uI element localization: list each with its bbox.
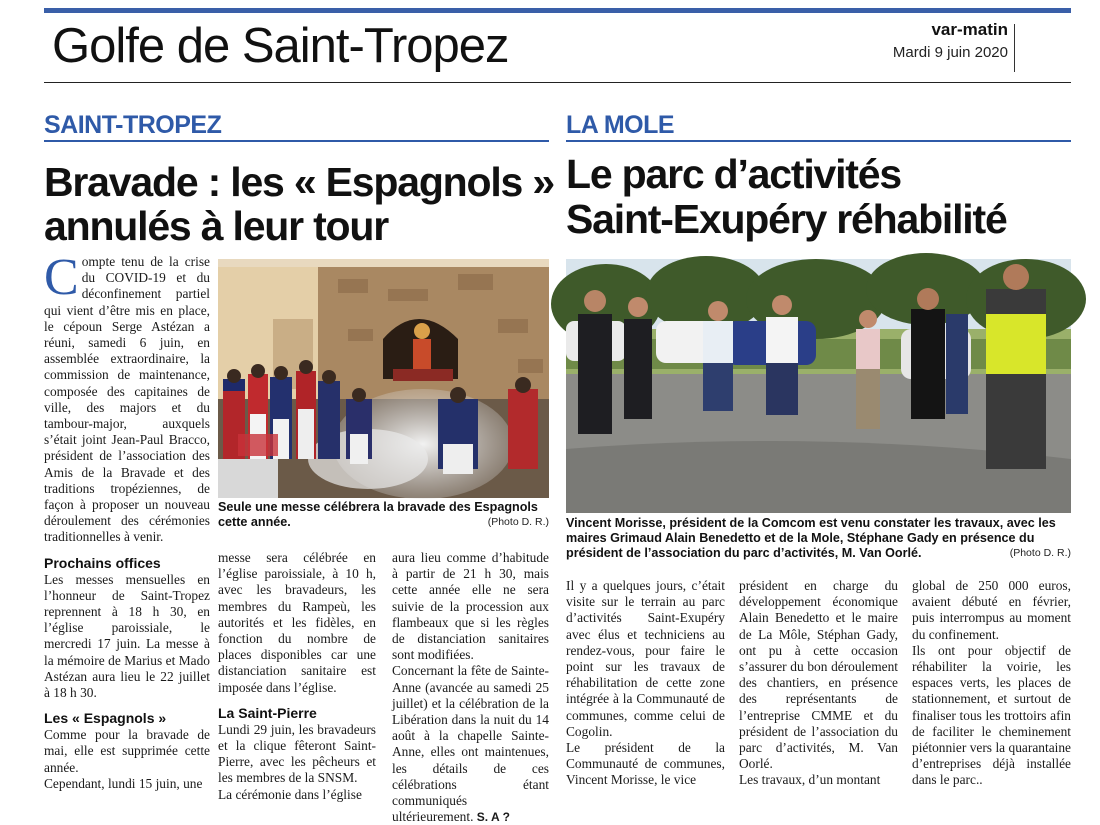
left-lead: ompte tenu de la crise du COVID-19 et du déconfinement partiel qui vient d’être mis en place, le cépoun Serge Astézan a réuni, samedi 6 juin, en assemblée extraordinaire, la commission de maintenance, composée des capitaines de ville, des majors et du tambour-major, auxquels s’était joint Jean-Paul Bracco, président de l’association des Amis de la Bravade et des traditions tropéziennes, de façon à proposer un nouveau déroulement des cérémonies traditionnelles à venir.: [44, 254, 210, 545]
dropcap: C: [44, 249, 79, 306]
left-headline-line1: Bravade : les « Espagnols »: [44, 159, 554, 205]
right-col1-para2: Le président de la Communauté de communes, Vincent Morisse, le vice: [566, 740, 725, 788]
masthead-rule: [44, 82, 1071, 83]
left-column-2: [218, 550, 376, 802]
newspaper-brand: var-matin: [931, 20, 1008, 39]
left-para2: Comme pour la bravade de mai, elle est supprimée cette année.: [44, 727, 210, 775]
right-col3-para2: Ils ont pour objectif de réhabiliter la voirie, les espaces verts, les places de stationnement, et surtout de finaliser tous les trottoirs afin de faciliter le cheminement piétonnier vers la quarantaine d’entreprises déjà installée dans le parc..: [912, 642, 1071, 788]
right-col3-para1: global de 250 000 euros, avaient débuté en février, puis interrompus au moment du confinement.: [912, 578, 1071, 642]
right-col1-para1: Il y a quelques jours, c’était visite sur le terrain au parc d’activités Saint-Exupéry avec élus et techniciens au rendez-vous, pour faire le point sur les travaux de réhabilitation de cette zone intégrée à la Communauté de communes, comme celui de Cogolin.: [566, 578, 725, 739]
right-col2-para1: président en charge du développement économique Alain Benedetto et le maire de La Môle, Stéphan Gady, ont pu à cette occasion s’assurer du bon déroulement des chantiers, en présence des représentants de l’entreprise CMME et du président de l’association du parc d’activités, M. Van Oorlé.: [739, 578, 898, 772]
right-photo-caption: [566, 516, 1071, 561]
left-column-3: [392, 550, 549, 825]
left-photo-credit: (Photo D. R.): [487, 516, 549, 528]
subhead-saint-pierre: La Saint-Pierre: [218, 704, 317, 721]
left-kicker-rule: [44, 140, 549, 142]
left-col2-para1: messe sera célébrée en l’église paroissiale, à 10 h, avec les bravadeurs, les membres du Rampeù, les autorités et les fidèles, en fonction du nombre de places disponibles car une distanciation sanitaire est imposée dans l’église.: [218, 550, 376, 695]
left-col3-para1: aura lieu comme d’habitude à partir de 21 h 30, mais cette année elle ne sera suivie de la procession aux flambeaux que si les règles de distanciation sanitaires sont modifiées.: [392, 550, 549, 663]
masthead-divider: [1014, 24, 1015, 72]
left-para3: Cependant, lundi 15 juin, une: [44, 775, 203, 791]
right-caption-text: Vincent Morisse, président de la Comcom est venu constater les travaux, avec les maires Grimaud Alain Benedetto et de la Mole, Stéphane Gady en présence du président de l’association du parc d’activités, M. Van Oorlé.: [566, 516, 1056, 560]
right-column-3: [912, 578, 1071, 802]
right-headline-line2: Saint-Exupéry réhabilité: [566, 196, 1007, 242]
left-kicker: SAINT-TROPEZ: [44, 111, 222, 139]
right-col2-para2: Les travaux, d’un montant: [739, 772, 881, 788]
left-col2-para3: La cérémonie dans l’église: [218, 786, 362, 802]
publication-date: Mardi 9 juin 2020: [892, 44, 1008, 61]
author-signature: S. A ?: [476, 810, 510, 825]
left-col2-para2: Lundi 29 juin, les bravadeurs et la clique fêteront Saint-Pierre, avec les pêcheurs et les membres de la SNSM.: [218, 721, 376, 786]
subhead-espagnols: Les « Espagnols »: [44, 710, 167, 727]
masthead-info: [860, 20, 1008, 63]
left-col3-para2: Concernant la fête de Sainte-Anne (avancée au samedi 25 juillet) et la célébration de la Libération dans la nuit du 14 août à la chapelle Sainte-Anne, elles ont maintenues, les détails de ces célébrations étant communiqués ultérieurement.: [392, 663, 549, 825]
right-column-2: [739, 578, 898, 802]
left-headline-line2: annulés à leur tour: [44, 203, 388, 249]
left-caption-text: Seule une messe célébrera la bravade des Espagnols cette année.: [218, 500, 538, 529]
bravade-photo: [218, 259, 549, 498]
masthead-top-bar: [44, 8, 1071, 13]
right-headline-line1: Le parc d’activités: [566, 151, 901, 197]
right-photo-credit: (Photo D. R.): [1009, 547, 1071, 559]
site-visit-photo: [566, 259, 1071, 513]
right-kicker-rule: [566, 140, 1071, 142]
right-kicker: LA MOLE: [566, 111, 675, 139]
section-title: Golfe de Saint-Tropez: [52, 19, 509, 73]
left-photo-caption: [218, 500, 549, 530]
right-column-1: [566, 578, 725, 802]
left-para1: Les messes mensuelles en l’honneur de Saint-Tropez reprennent à 18 h 30, en l’église paroissiale, le mercredi 17 juin. La messe à la mémoire de Marius et Mado Astézan aura lieu le 22 juillet à 18 h 30.: [44, 571, 210, 701]
left-column-1: [44, 249, 210, 802]
subhead-prochains-offices: Prochains offices: [44, 554, 161, 571]
